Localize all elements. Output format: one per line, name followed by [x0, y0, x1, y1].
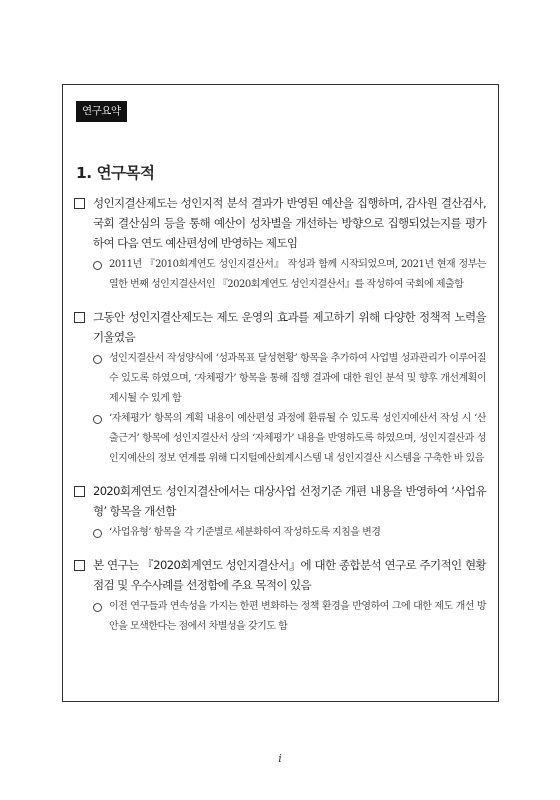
summary-item — [74, 481, 486, 543]
main-point — [74, 555, 486, 595]
summary-item — [74, 555, 486, 637]
square-bullet-icon — [74, 555, 85, 577]
circle-bullet-icon — [93, 597, 102, 620]
circle-bullet-icon — [93, 409, 102, 432]
main-point — [74, 481, 486, 521]
sub-point-list — [74, 349, 486, 469]
sub-point-list — [74, 597, 486, 637]
main-point — [74, 193, 486, 253]
sub-point — [93, 597, 486, 637]
sub-point-list — [74, 523, 486, 543]
main-point-text: 그동안 성인지결산제도는 제도 운영의 효과를 제고하기 위해 다양한 정책적 노력을 기울였음 — [93, 310, 486, 344]
square-bullet-icon — [74, 193, 85, 215]
section-title: 1. 연구목적 — [76, 164, 155, 182]
main-point-text: 본 연구는 『2020회계연도 성인지결산서』에 대한 종합분석 연구로 주기적인 현황 점검 및 우수사례를 선정함에 주요 목적이 있음 — [93, 558, 486, 592]
square-bullet-icon — [74, 307, 85, 329]
sub-point — [93, 409, 486, 469]
sub-point — [93, 255, 486, 295]
sub-point-text: 성인지결산서 작성양식에 ‘성과목표 달성현황’ 항목을 추가하여 사업별 성과관리가 이루어질 수 있도록 하였으며, ‘자체평가’ 항목을 통해 집행 결과에 대한 원인 분석 및 향후 개선계획이 제시될 수 있게 함 — [109, 353, 486, 404]
sub-point-text: ‘자체평가’ 항목의 계획 내용이 예산편성 과정에 환류될 수 있도록 성인지예산서 작성 시 ‘산출근거’ 항목에 성인지결산서 상의 ‘자체평가’ 내용을 반영하도록 하였으며, 성인지결산과 성인지예산의 정보 연계를 위해 디지털예산회계시스템 내 성인지결산 시스템을 구축한 바 있음 — [109, 413, 486, 464]
square-bullet-icon — [74, 481, 85, 503]
circle-bullet-icon — [93, 349, 102, 372]
circle-bullet-icon — [93, 255, 102, 278]
sub-point-text: ‘사업유형’ 항목을 각 기준별로 세분화하여 작성하도록 지침을 변경 — [109, 527, 381, 538]
sub-point-text: 2011년 『2010회계연도 성인지결산서』 작성과 함께 시작되었으며, 2021년 현재 정부는 열한 번째 성인지결산서인 『2020회계연도 성인지결산서』를 작성하여 국회에 제출함 — [109, 259, 486, 290]
sub-point — [93, 523, 486, 543]
sub-point-text: 이전 연구들과 연속성을 가지는 한편 변화하는 정책 환경을 반영하여 그에 대한 제도 개선 방안을 모색한다는 점에서 차별성을 갖기도 함 — [109, 601, 486, 632]
summary-item — [74, 193, 486, 295]
page-number: i — [278, 752, 282, 765]
section-badge: 연구요약 — [76, 101, 127, 122]
sub-point-list — [74, 255, 486, 295]
summary-content — [74, 193, 486, 649]
main-point-text: 성인지결산제도는 성인지적 분석 결과가 반영된 예산을 집행하며, 감사원 결산검사, 국회 결산심의 등을 통해 예산이 성차별을 개선하는 방향으로 집행되었는지를 평가하여 다음 연도 예산편성에 반영하는 제도임 — [93, 196, 486, 250]
circle-bullet-icon — [93, 523, 102, 546]
summary-item — [74, 307, 486, 469]
main-point-text: 2020회계연도 성인지결산에서는 대상사업 선정기준 개편 내용을 반영하여 ‘사업유형’ 항목을 개선함 — [93, 484, 486, 518]
main-point — [74, 307, 486, 347]
sub-point — [93, 349, 486, 409]
